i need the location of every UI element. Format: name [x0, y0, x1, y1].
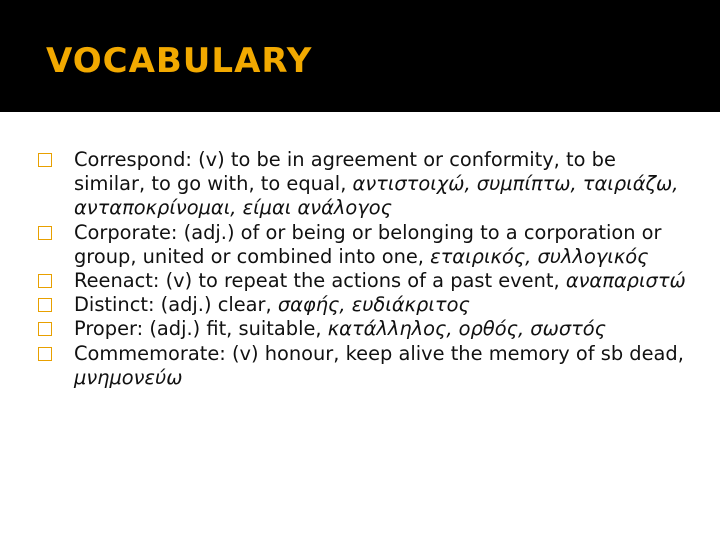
square-bullet-icon [38, 226, 52, 240]
term-definition: Proper: (adj.) fit, suitable, [74, 317, 328, 341]
greek-translation: αναπαριστώ [565, 269, 686, 293]
list-item [38, 221, 688, 269]
square-bullet-icon [38, 274, 52, 288]
greek-translation: εταιρικός, συλλογικός [430, 244, 649, 268]
greek-translation: κατάλληλος, ορθός, σωστός [327, 317, 607, 341]
term-definition: Corporate: (adj.) of or being or belonging to a corporation or group, united or combined into one, [74, 220, 662, 268]
slide-title: VOCABULARY [46, 41, 313, 81]
square-bullet-icon [38, 298, 52, 312]
vocabulary-list [38, 148, 688, 390]
term-definition: Distinct: (adj.) clear, [74, 293, 278, 317]
term-definition: Commemorate: (v) honour, keep alive the memory of sb dead, [74, 341, 684, 365]
list-item [38, 269, 688, 293]
square-bullet-icon [38, 153, 52, 167]
greek-translation: σαφής, ευδιάκριτος [277, 293, 470, 317]
square-bullet-icon [38, 322, 52, 336]
list-item [38, 317, 688, 341]
greek-translation: αντιστοιχώ, συμπίπτω, ταιριάζω, ανταποκρίνομαι, είμαι ανάλογος [74, 172, 679, 220]
term-definition: Correspond: (v) to be in agreement or conformity, to be similar, to go with, to equal, [74, 148, 616, 196]
list-item [38, 342, 688, 390]
greek-translation: μνημονεύω [74, 365, 183, 389]
list-item [38, 293, 688, 317]
list-item [38, 148, 688, 221]
square-bullet-icon [38, 347, 52, 361]
term-definition: Reenact: (v) to repeat the actions of a past event, [74, 269, 566, 293]
